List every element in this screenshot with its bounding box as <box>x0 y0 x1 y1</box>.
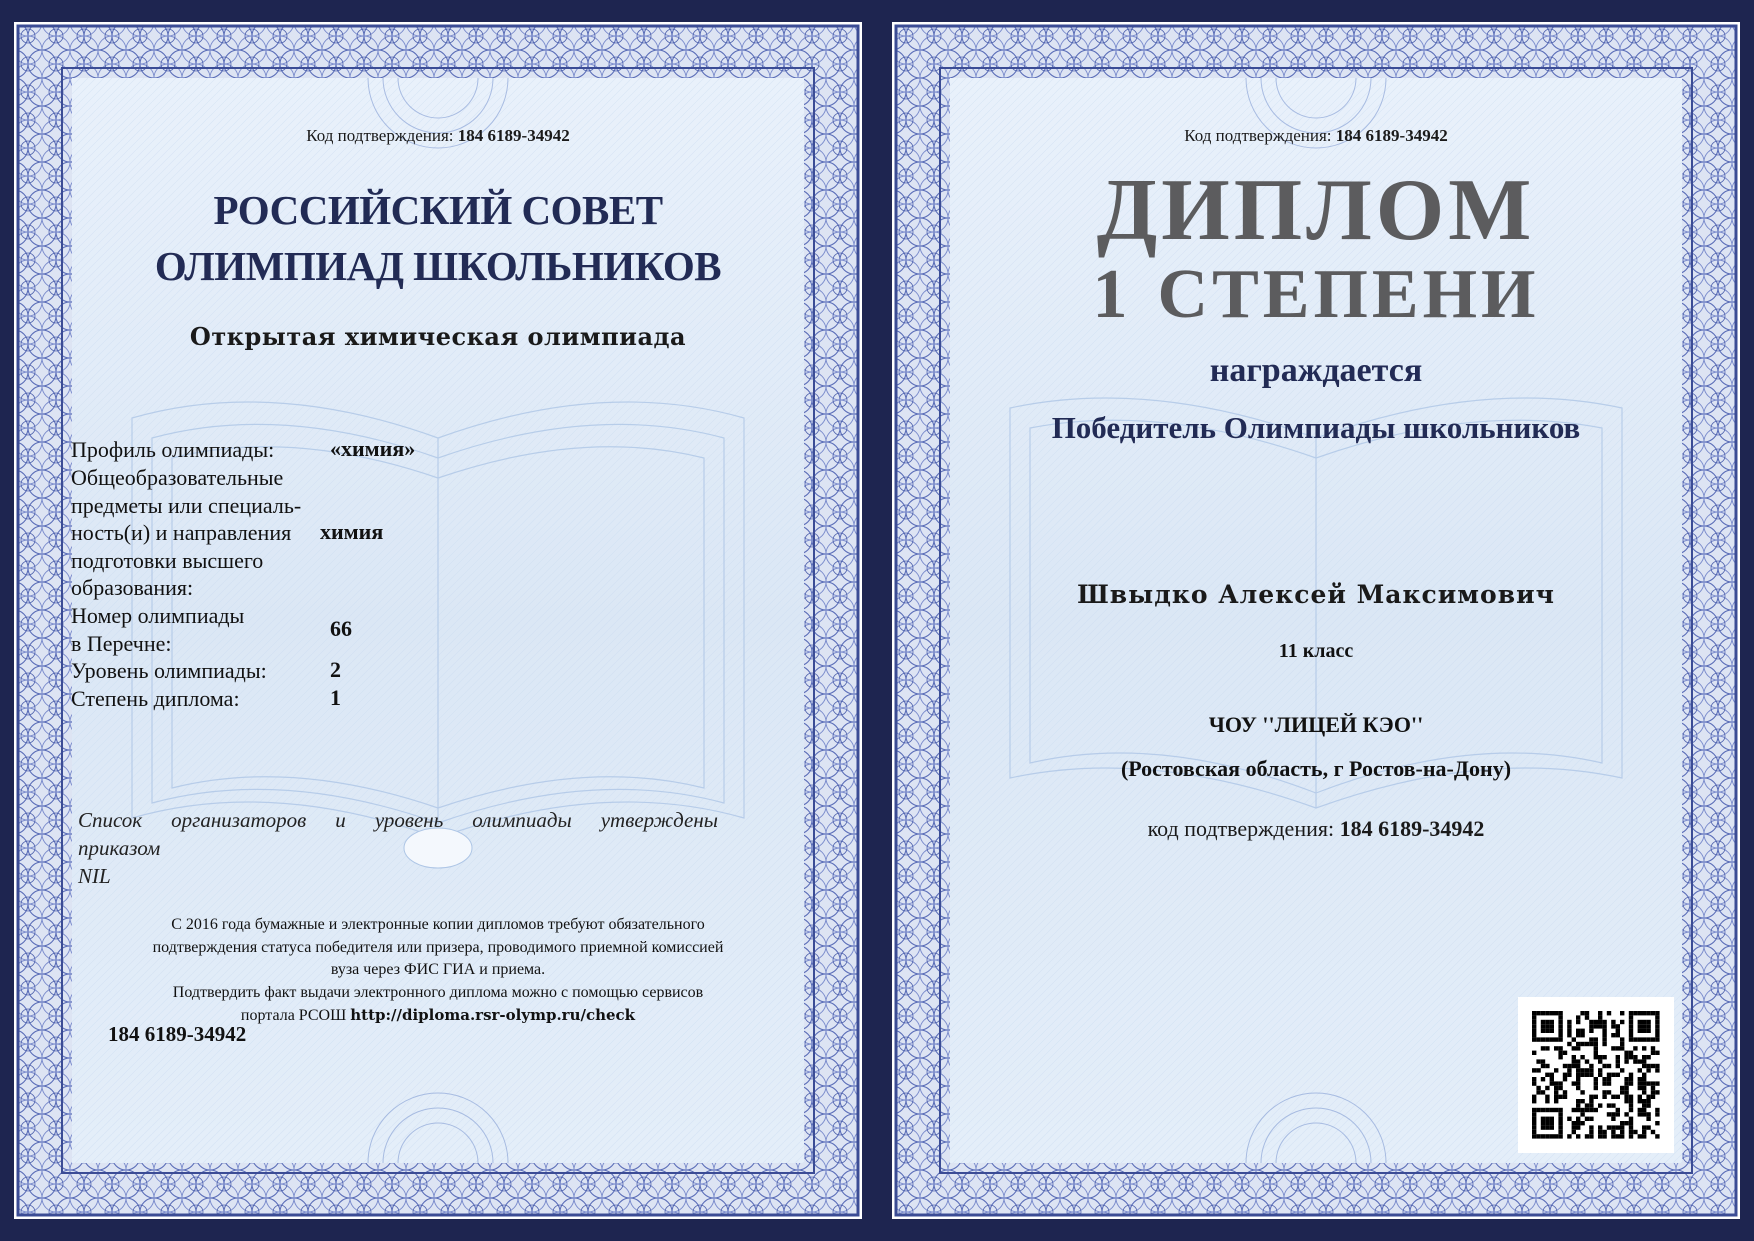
subjects-label-line: ность(и) и направления <box>71 520 292 545</box>
title-line-2 <box>892 250 1740 334</box>
number-label <box>71 602 244 657</box>
confirmation-code: 184 6189-34942 <box>457 126 570 145</box>
degree-label: Степень диплома: <box>71 686 240 711</box>
title-line-1: ДИПЛОМ <box>1096 162 1536 259</box>
notice-line-3: вуза через ФИС ГИА и приема. <box>330 961 546 978</box>
subjects-label-line: образования: <box>71 575 194 600</box>
subjects-label-line: Общеобразовательные <box>71 465 284 490</box>
grade: 11 класс <box>1278 640 1354 662</box>
student-name: Швыдко Алексей Максимович <box>1077 580 1555 609</box>
olympiad-name: Открытая химическая олимпиада <box>189 322 687 351</box>
notice-line-4: Подтвердить факт выдачи электронного диплома можно с помощью сервисов <box>172 983 704 1001</box>
code-value: 184 6189-34942 <box>1339 816 1485 841</box>
qr-code <box>1518 997 1674 1153</box>
council-title <box>14 182 862 294</box>
council-line-1: РОССИЙСКИЙ СОВЕТ <box>213 187 663 233</box>
notice-line-5-prefix: портала РСОШ <box>240 1007 347 1024</box>
confirmation-label: Код подтверждения: <box>1184 126 1332 145</box>
organizers-line-1: Список организаторов и уровень олимпиады утверждены <box>78 808 718 832</box>
profile-value: «химия» <box>330 436 416 461</box>
qr-code-matrix <box>1518 997 1674 1153</box>
number-label-line-1: Номер олимпиады <box>71 603 245 628</box>
organizers-note <box>78 806 718 890</box>
confirmation-label: Код подтверждения: <box>306 126 454 145</box>
code-label: код подтверждения: <box>1147 816 1335 841</box>
level-value: 2 <box>330 657 341 682</box>
subjects-label-line: предметы или специаль- <box>71 492 302 518</box>
confirmation-code: 184 6189-34942 <box>1335 126 1448 145</box>
subjects-label <box>71 464 315 602</box>
organizers-line-2: приказом <box>78 836 161 860</box>
notice-line-2: подтверждения статуса победителя или призера, проводимого приемной комиссией <box>152 938 724 956</box>
level-label: Уровень олимпиады: <box>71 658 267 683</box>
code-line <box>892 816 1740 842</box>
title-degree-number: 1 <box>1092 256 1132 333</box>
diploma-title <box>892 162 1740 334</box>
subjects-value: химия <box>320 519 384 544</box>
subjects-label-line: подготовки высшего <box>71 547 264 573</box>
number-value: 66 <box>330 616 352 641</box>
verification-notice <box>44 914 832 1028</box>
school-name: ЧОУ ''ЛИЦЕЙ КЭО'' <box>1208 712 1424 737</box>
degree-value: 1 <box>330 685 341 710</box>
title-degree-word: СТЕПЕНИ <box>1157 256 1540 333</box>
winner-text: Победитель Олимпиады школьников <box>1051 410 1581 445</box>
diploma-back-page <box>14 22 862 1219</box>
confirmation-line <box>14 126 862 146</box>
verification-url[interactable]: http://diploma.rsr-olymp.ru/check <box>350 1006 636 1024</box>
council-line-2: ОЛИМПИАД ШКОЛЬНИКОВ <box>154 243 722 289</box>
region: (Ростовская область, г Ростов-на-Дону) <box>1120 756 1512 781</box>
number-label-line-2: в Перечне: <box>71 630 172 656</box>
profile-label: Профиль олимпиады: <box>71 437 275 462</box>
bottom-code: 184 6189-34942 <box>108 1022 247 1046</box>
confirmation-line <box>892 126 1740 146</box>
diploma-front-page <box>892 22 1740 1219</box>
awarded-text: награждается <box>1209 352 1423 389</box>
notice-line-1: С 2016 года бумажные и электронные копии дипломов требуют обязательного <box>171 916 705 933</box>
organizers-line-3: NIL <box>78 864 111 888</box>
